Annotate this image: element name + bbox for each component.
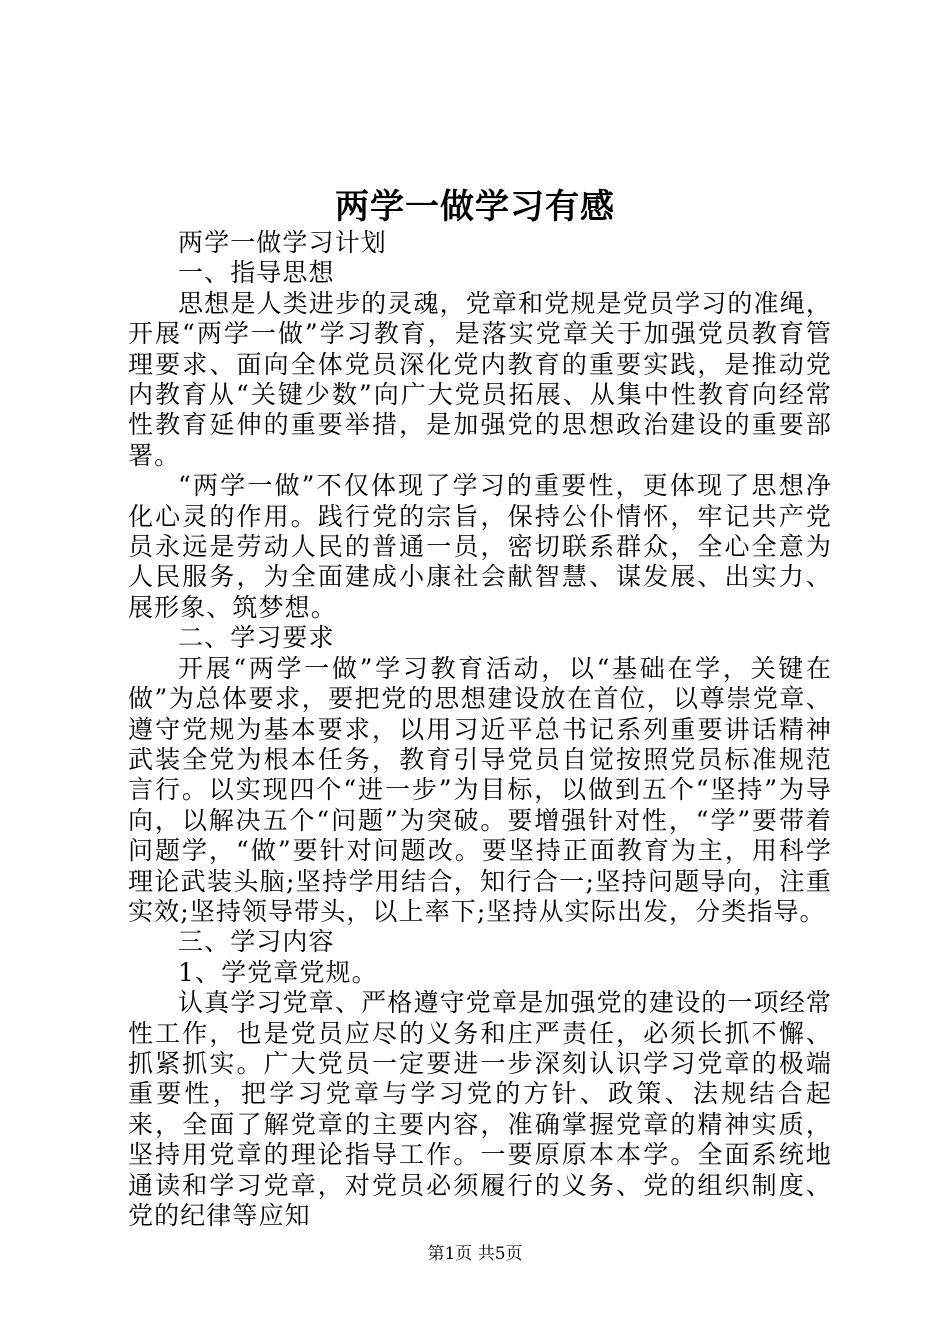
document-title: 两学一做学习有感: [335, 187, 615, 227]
body-paragraph: 思想是人类进步的灵魂，党章和党规是党员学习的准绳，开展“两学一做”学习教育，是落实党章关于加强党员教育管理要求、面向全体党员深化党内教育的重要实践，是推动党内教育从“关键少数”向广大党员拓展、从集中性教育向经常性教育延伸的重要举措，是加强党的思想政治建设的重要部署。: [128, 288, 832, 470]
body-paragraph: 认真学习党章、严格遵守党章是加强党的建设的一项经常性工作，也是党员应尽的义务和庄严责任，必须长抓不懈、抓紧抓实。广大党员一定要进一步深刻认识学习党章的极端重要性，把学习党章与学习党的方针、政策、法规结合起来，全面了解党章的主要内容，准确掌握党章的精神实质，坚持用党章的理论指导工作。一要原原本本学。全面系统地通读和学习党章，对党员必须履行的义务、党的组织制度、党的纪律等应知: [128, 988, 832, 1230]
section-heading-guiding-ideology: 一、指导思想: [178, 258, 335, 288]
subsection-heading: 1、学党章党规。: [178, 957, 378, 987]
document-body: [128, 228, 832, 1231]
page-number: 第1页 共5页: [427, 1244, 523, 1264]
body-paragraph: “两学一做”不仅体现了学习的重要性，更体现了思想净化心灵的作用。践行党的宗旨，保持公仆情怀，牢记共产党员永远是劳动人民的普通一员，密切联系群众，全心全意为人民服务，为全面建成小康社会献智慧、谋发展、出实力、展形象、筑梦想。: [128, 471, 832, 622]
plan-heading: 两学一做学习计划: [178, 228, 387, 257]
body-paragraph: 开展“两学一做”学习教育活动，以“基础在学，关键在做”为总体要求，要把党的思想建设放在首位，以尊崇党章、遵守党规为基本要求，以用习近平总书记系列重要讲话精神武装全党为根本任务，教育引导党员自觉按照党员标准规范言行。以实现四个“进一步”为目标，以做到五个“坚持”为导向，以解决五个“问题”为突破。要增强针对性，“学”要带着问题学，“做”要针对问题改。要坚持正面教育为主，用科学理论武装头脑;坚持学用结合，知行合一;坚持问题导向，注重实效;坚持领导带头，以上率下;坚持从实际出发，分类指导。: [128, 653, 832, 926]
section-heading-requirements: 二、学习要求: [178, 623, 335, 653]
section-heading-content: 三、学习内容: [178, 927, 335, 957]
